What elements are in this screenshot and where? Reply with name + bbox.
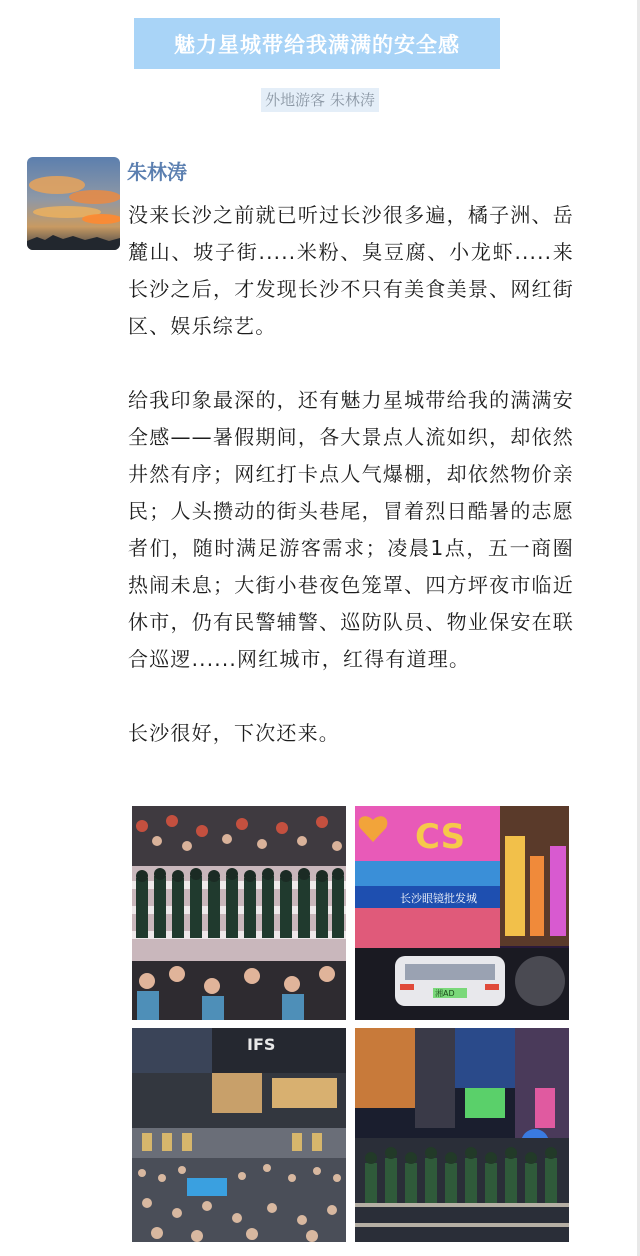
photo-neon-street[interactable] — [355, 806, 569, 1020]
cs-sign: CS — [415, 817, 466, 857]
plate-text: 湘AD — [435, 989, 455, 998]
neon-street-image — [355, 806, 569, 1020]
article-body — [128, 197, 574, 752]
page-title: 魅力星城带给我满满的安全感 — [174, 32, 460, 57]
sunset-sky-photo — [27, 157, 120, 250]
subtitle-label: 外地游客 朱林涛 — [261, 88, 379, 112]
avatar[interactable] — [27, 157, 120, 250]
paragraph-3: 长沙很好，下次还来。 — [128, 721, 340, 745]
paragraph-1: 没来长沙之前就已听过长沙很多遍，橘子洲、岳麓山、坡子街.....米粉、臭豆腐、小龙虾.....来长沙之后，才发现长沙不只有美食美景、网红街区、娱乐综艺。 — [128, 203, 574, 338]
title-banner — [134, 18, 500, 69]
police-formation-image — [132, 806, 346, 1020]
paragraph-2: 给我印象最深的，还有魅力星城带给我的满满安全感——暑假期间，各大景点人流如织，却依然井然有序；网红打卡点人气爆棚，却依然物价亲民；人头攒动的街头巷尾，冒着烈日酷暑的志愿者们，随时满足游客需求；凌晨1点，五一商圈热闹未息；大街小巷夜色笼罩、四方坪夜市临近休市，仍有民警辅警、巡防队员、物业保安在联合巡逻......网红城市，红得有道理。 — [128, 388, 574, 671]
subtitle — [0, 88, 640, 112]
author-name: 朱林涛 — [127, 160, 187, 184]
svg-text:IFS: IFS — [247, 1035, 276, 1054]
photo-police-formation[interactable] — [132, 806, 346, 1020]
photo-ifs-crowd[interactable] — [132, 1028, 346, 1242]
photo-night-patrol[interactable] — [355, 1028, 569, 1242]
banner-text: 长沙眼镜批发城 — [400, 892, 477, 905]
night-patrol-image — [355, 1028, 569, 1242]
ifs-crowd-image — [132, 1028, 346, 1242]
